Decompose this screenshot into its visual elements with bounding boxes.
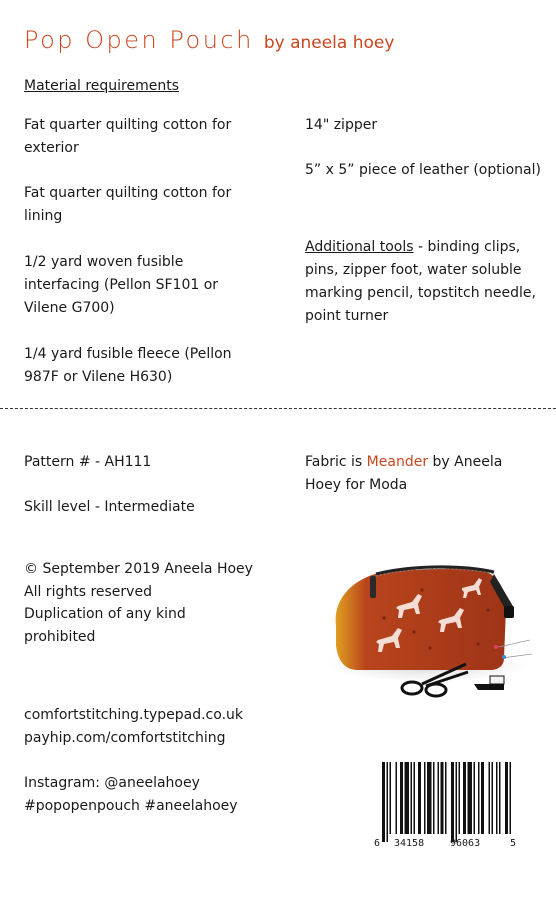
copyright-line: All rights reserved <box>24 584 152 600</box>
tools-label: Additional tools <box>305 239 414 255</box>
designer-byline: by aneela hoey <box>263 33 395 53</box>
barcode-bar <box>496 762 498 834</box>
material-line: lining <box>24 208 63 224</box>
fabric-line: Fabric is Meander by Aneela <box>305 454 503 470</box>
barcode-bar <box>445 762 447 834</box>
barcode-bar <box>433 762 435 834</box>
barcode-bar <box>424 762 426 834</box>
material-line: 1/2 yard woven fusible <box>24 254 184 270</box>
barcode-digit: 6 <box>374 838 381 849</box>
tools-line: point turner <box>305 308 389 324</box>
barcode-bar <box>382 762 385 842</box>
barcode-bar <box>451 762 454 842</box>
pattern-number: Pattern # - AH111 <box>24 454 152 470</box>
copyright-line: © September 2019 Aneela Hoey <box>24 561 253 577</box>
barcode-bar <box>411 762 413 834</box>
barcode-bar <box>492 762 494 834</box>
barcode-bar <box>499 762 501 834</box>
barcode-bar <box>478 762 480 834</box>
barcode-bar <box>400 762 403 834</box>
barcode-bar <box>510 762 512 834</box>
barcode-digit: 5 <box>510 838 517 849</box>
barcode-digit: 96063 <box>450 838 481 849</box>
material-line: Fat quarter quilting cotton for <box>24 185 232 201</box>
barcode-bar <box>438 762 440 834</box>
website-link[interactable]: comfortstitching.typepad.co.uk <box>24 707 243 723</box>
tools-text: - binding clips, <box>413 239 521 255</box>
barcode-bar <box>456 762 458 842</box>
barcode-bar <box>459 762 461 834</box>
material-line: 987F or Vilene H630) <box>24 369 173 385</box>
barcode-bar <box>489 762 491 834</box>
barcode-digit: 34158 <box>394 838 425 849</box>
barcode-bar <box>474 762 476 834</box>
barcode-bar <box>396 762 398 834</box>
barcode-bar <box>414 762 416 834</box>
skill-level: Skill level - Intermediate <box>24 499 195 515</box>
material-line: interfacing (Pellon SF101 or <box>24 277 219 293</box>
fabric-line: Hoey for Moda <box>305 477 408 493</box>
fabric-name: Meander <box>366 454 429 470</box>
material-line: 1/4 yard fusible fleece (Pellon <box>24 346 232 362</box>
material-line: 5” x 5” piece of leather (optional) <box>305 162 541 178</box>
barcode-bar <box>390 762 392 834</box>
barcode-bar <box>418 762 421 834</box>
material-line: Vilene G700) <box>24 300 115 316</box>
copyright-line: prohibited <box>24 629 96 645</box>
barcode-bar <box>505 762 508 834</box>
instagram-handle: Instagram: @aneelahoey <box>24 775 200 791</box>
dashed-divider <box>0 408 556 409</box>
barcode <box>372 758 520 852</box>
material-line: 14" zipper <box>305 117 378 133</box>
barcode-bar <box>481 762 484 834</box>
barcode-bar <box>468 762 473 834</box>
barcode-bar <box>441 762 444 834</box>
tools-line <box>305 236 520 259</box>
tools-line: marking pencil, topstitch needle, <box>305 285 536 301</box>
barcode-bar <box>427 762 432 834</box>
barcode-bar <box>405 762 410 834</box>
barcode-bar <box>463 762 466 834</box>
website-link[interactable]: payhip.com/comfortstitching <box>24 730 226 746</box>
copyright-line: Duplication of any kind <box>24 606 186 622</box>
barcode-bar <box>387 762 389 842</box>
header <box>24 26 394 54</box>
tools-line: pins, zipper foot, water soluble <box>305 262 522 278</box>
pattern-title: Pop Open Pouch <box>24 26 254 54</box>
hashtags: #popopenpouch #aneelahoey <box>24 798 238 814</box>
pouch-photo <box>318 548 536 708</box>
material-line: Fat quarter quilting cotton for <box>24 117 232 133</box>
material-line: exterior <box>24 140 79 156</box>
materials-heading: Material requirements <box>24 78 180 94</box>
